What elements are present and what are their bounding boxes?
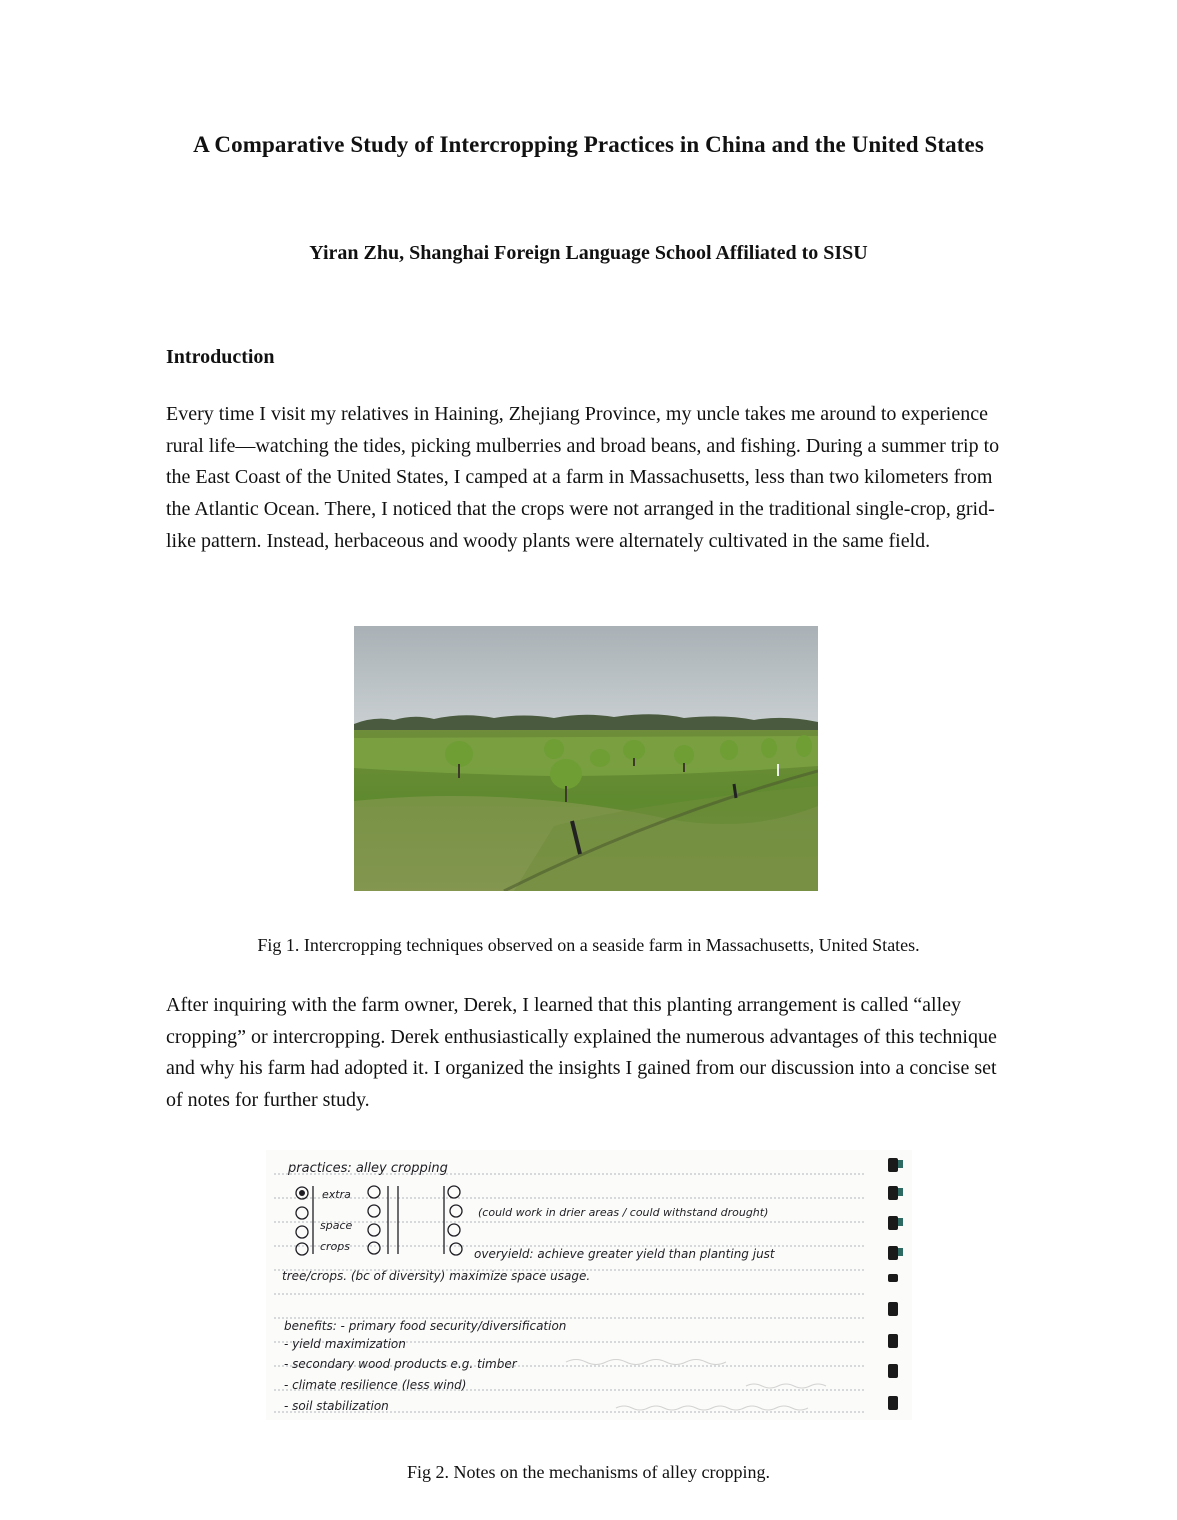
intro-paragraph-2: After inquiring with the farm owner, Derek, I learned that this planting arrangement is called “alley cropping” or intercropping. Derek enthusiastically explained the numerous advantages of this technique and why his farm had adopted it. I organized the insights I gained from our discussion into a concise set of notes for further study. — [166, 994, 997, 1112]
figure-2-caption: Fig 2. Notes on the mechanisms of alley cropping. — [407, 1462, 770, 1482]
section-heading-introduction: Introduction — [166, 346, 275, 368]
notes-overyield-continued: tree/crops. (bc of diversity) maximize space usage. — [282, 1269, 591, 1283]
author-line: Yiran Zhu, Shanghai Foreign Language School Affiliated to SISU — [309, 242, 868, 264]
notes-benefit-line: - soil stabilization — [284, 1399, 389, 1413]
paper-title: A Comparative Study of Intercropping Practices in China and the United States — [193, 132, 984, 157]
intro-paragraph-1: Every time I visit my relatives in Haining, Zhejiang Province, my uncle takes me around to experience rural life—watching the tides, picking mulberries and broad beans, and fishing. During a summer trip to the East Coast of the United States, I camped at a farm in Massachusetts, less than two kilometers from the Atlantic Ocean. There, I noticed that the crops were not arranged in the traditional single-crop, grid-like pattern. Instead, herbaceous and woody plants were alternately cultivated in the same field. — [166, 403, 1000, 552]
notes-benefit-line: benefits: - primary food security/diversification — [284, 1319, 567, 1333]
notes-overyield-note: overyield: achieve greater yield than planting just — [474, 1247, 775, 1261]
figure-2-handwritten-notes — [266, 1150, 912, 1420]
figure-1-caption: Fig 1. Intercropping techniques observed on a seaside farm in Massachusetts, United States. — [257, 935, 920, 955]
notes-line-practices: practices: alley cropping — [288, 1161, 448, 1176]
notes-label-crops: crops — [320, 1240, 351, 1253]
figure-1-farm-photo — [354, 626, 818, 891]
notes-label-space: space — [320, 1219, 353, 1232]
notes-benefit-line: - yield maximization — [284, 1337, 406, 1351]
notes-benefit-line: - climate resilience (less wind) — [284, 1378, 467, 1392]
notes-drought-note: (could work in drier areas / could withstand drought) — [478, 1206, 769, 1219]
notes-label-extra: extra — [322, 1188, 351, 1201]
notes-benefit-line: - secondary wood products e.g. timber — [284, 1357, 517, 1371]
